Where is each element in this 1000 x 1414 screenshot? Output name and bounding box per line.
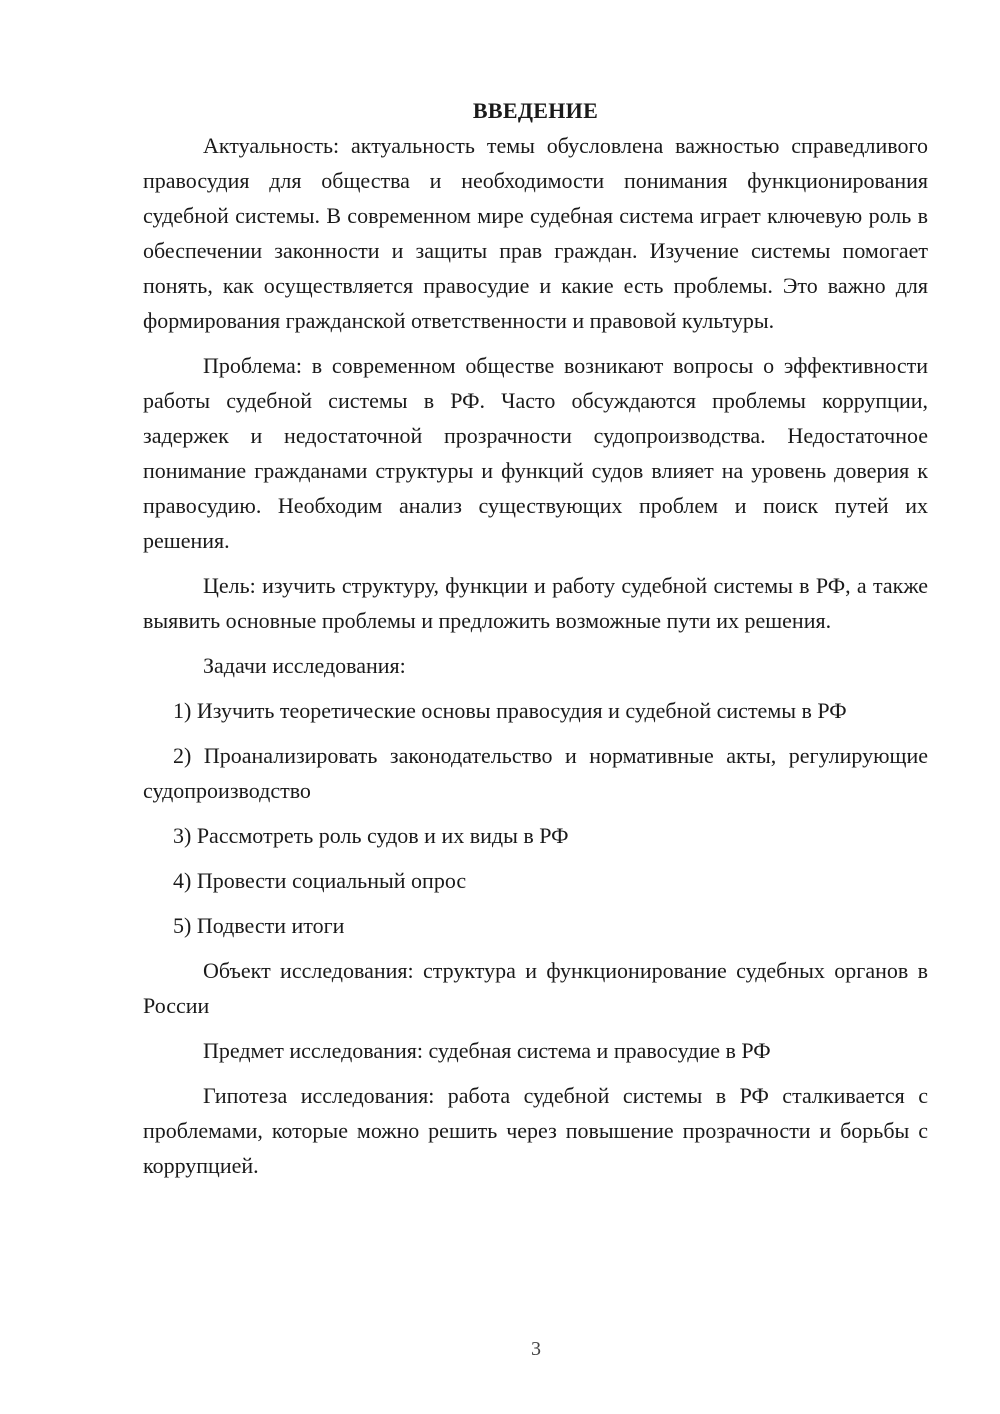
paragraph-problem: Проблема: в современном обществе возникают вопросы о эффективности работы судебной системы в РФ. Часто обсуждаются проблемы коррупции, задержек и недостаточной прозрачности судопроизводства. Недостаточное понимание гражданами структуры и функций судов влияет на уровень доверия к правосудию. Необходим анализ существующих проблем и поиск путей их решения. [143, 353, 928, 553]
tasks-heading: Задачи исследования: [203, 653, 406, 678]
task-item-1: 1) Изучить теоретические основы правосудия и судебной системы в РФ [173, 698, 847, 723]
task-item-5: 5) Подвести итоги [173, 913, 345, 938]
task-item-4: 4) Провести социальный опрос [173, 868, 467, 893]
task-item-3: 3) Рассмотреть роль судов и их виды в РФ [173, 823, 569, 848]
paragraph-goal: Цель: изучить структуру, функции и работу судебной системы в РФ, а также выявить основные проблемы и предложить возможные пути их решения. [143, 573, 928, 633]
page-number: 3 [531, 1338, 541, 1360]
document-page [143, 96, 928, 1193]
paragraph-hypothesis: Гипотеза исследования: работа судебной системы в РФ сталкивается с проблемами, которые можно решить через повышение прозрачности и борьбы с коррупцией. [143, 1083, 928, 1178]
paragraph-relevance: Актуальность: актуальность темы обусловлена важностью справедливого правосудия для общества и необходимости понимания функционирования судебной системы. В современном мире судебная система играет ключевую роль в обеспечении законности и защиты прав граждан. Изучение системы помогает понять, как осуществляется правосудие и какие есть проблемы. Это важно для формирования гражданской ответственности и правовой культуры. [143, 133, 928, 333]
task-item-2: 2) Проанализировать законодательство и нормативные акты, регулирующие судопроизводство [143, 743, 928, 803]
section-title: ВВЕДЕНИЕ [472, 98, 599, 123]
paragraph-object: Объект исследования: структура и функционирование судебных органов в России [143, 958, 928, 1018]
paragraph-subject: Предмет исследования: судебная система и правосудие в РФ [203, 1038, 771, 1063]
